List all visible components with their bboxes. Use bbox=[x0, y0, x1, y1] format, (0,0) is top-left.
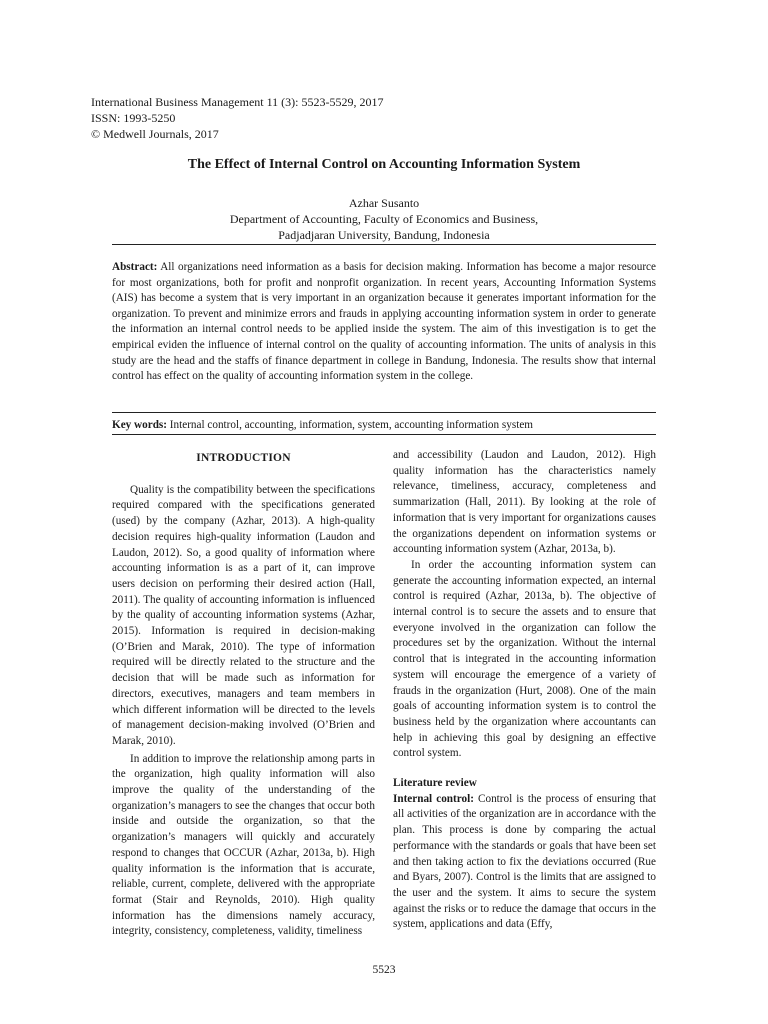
abstract-top-rule bbox=[112, 244, 656, 245]
abstract-text: All organizations need information as a basis for decision making. Information has become a major resource for most organizations, both for profit and nonprofit organization. In recent years, Accounting Information Systems (AIS) has become a system that is very important in an organization because it generates important information for the organization. To prevent and minimize errors and frauds in applying accounting information system in order to generate the information an internal control needs to be applied inside the system. The aim of this investigation is to get the empirical eviden the influence of internal control on the quality of accounting information. The units of analysis in this study are the head and the staffs of finance department in college in Bandung, Indonesia. The results show that internal control has effect on the quality of accounting information system in the college. bbox=[112, 261, 656, 383]
affiliation-line-1: Department of Accounting, Faculty of Economics and Business, bbox=[229, 212, 539, 226]
internal-control-text: Control is the process of ensuring that all activities of the organization are in accordance with the plan. This process is done by comparing the actual performance with the standards or goals that have been set and then taking action to fix the deviations occurred (Rue and Byars, 2007). Control is the limits that are assigned to the user and the system. It aims to secure the system against the risks or to reduce the damage that occurs in the system, applications and data (Effy, bbox=[393, 792, 657, 931]
right-paragraph-2: In order the accounting information system can generate the accounting information expected, an internal control is required (Azhar, 2013a, b). The objective of internal control is to secure the assets and to ensure that everyone involved in the organization can follow the procedures set by the organization. Without the internal control that is integrated in the accounting information system will encourage the emergence of a variety of frauds in the organization (Hurt, 2008). One of the main goals of accounting information system is to control the business held by the organization where accountants can help in achieving this goal by designing an effective control system. bbox=[393, 558, 656, 760]
internal-control-paragraph bbox=[393, 792, 656, 933]
keywords-text: Internal control, accounting, information, system, accounting information system bbox=[169, 419, 533, 431]
page-number: 5523 bbox=[372, 964, 396, 976]
copyright: © Medwell Journals, 2017 bbox=[91, 127, 219, 141]
literature-review-heading: Literature review bbox=[393, 777, 477, 790]
abstract bbox=[112, 260, 656, 385]
issn: ISSN: 1993-5250 bbox=[91, 111, 176, 125]
introduction-heading: INTRODUCTION bbox=[196, 452, 291, 464]
internal-control-label: Internal control: bbox=[393, 792, 474, 805]
paper-title: The Effect of Internal Control on Accounting Information System bbox=[187, 157, 581, 172]
journal-citation: International Business Management 11 (3): 5523-5529, 2017 bbox=[91, 95, 384, 109]
right-paragraph-1: and accessibility (Laudon and Laudon, 2012). High quality information has the characteristics namely relevance, timeliness, accuracy, completeness and summarization (Hall, 2011). By looking at the role of information that is very important for organizations causes the organizations dependent on information systems or accounting information system (Azhar, 2013a, b). bbox=[393, 449, 656, 556]
left-column bbox=[112, 448, 375, 940]
journal-header bbox=[91, 94, 384, 142]
intro-paragraph-1: Quality is the compatibility between the specifications required compared with the specifications generated (used) by the company (Azhar, 2013). A high-quality decision requires high-quality information (Laudon and Laudon, 2012). So, a good quality of information where accounting information is as a part of it, can improve users decision on performing their desired action (Hall, 2011). The quality of accounting information is influenced by the quality of accounting information systems (Azhar, 2015). Information is required in decision-making (O’Brien and Marak, 2010). The type of information required will be directly related to the structure and the decision that will be made such as information for directors, executives, managers and team members in which different information will be directed to the levels of management decision-making involved (O’Brien and Marak, 2010). bbox=[112, 483, 375, 747]
right-column bbox=[393, 448, 656, 933]
keywords-top-rule bbox=[112, 412, 656, 413]
affiliation-line-2: Padjadjaran University, Bandung, Indonesia bbox=[278, 228, 490, 242]
keywords-bottom-rule bbox=[112, 434, 656, 435]
keywords-label: Key words: bbox=[112, 419, 167, 431]
keywords bbox=[112, 418, 656, 432]
author-block bbox=[0, 195, 768, 243]
intro-paragraph-2: In addition to improve the relationship among parts in the organization, high quality information will also improve the quality of the understanding of the organization’s managers to see the changes that occur both inside and outside the organization, so that the organization’s managers will quickly and accurately respond to changes that OCCUR (Azhar, 2013a, b). High quality information is the information that is accurate, reliable, current, complete, delivered with the appropriate format (Stair and Reynolds, 2010). High quality information has the dimensions namely accuracy, integrity, consistency, completeness, validity, timeliness bbox=[112, 752, 375, 938]
author-name: Azhar Susanto bbox=[348, 196, 420, 210]
abstract-label: Abstract: bbox=[112, 261, 158, 273]
